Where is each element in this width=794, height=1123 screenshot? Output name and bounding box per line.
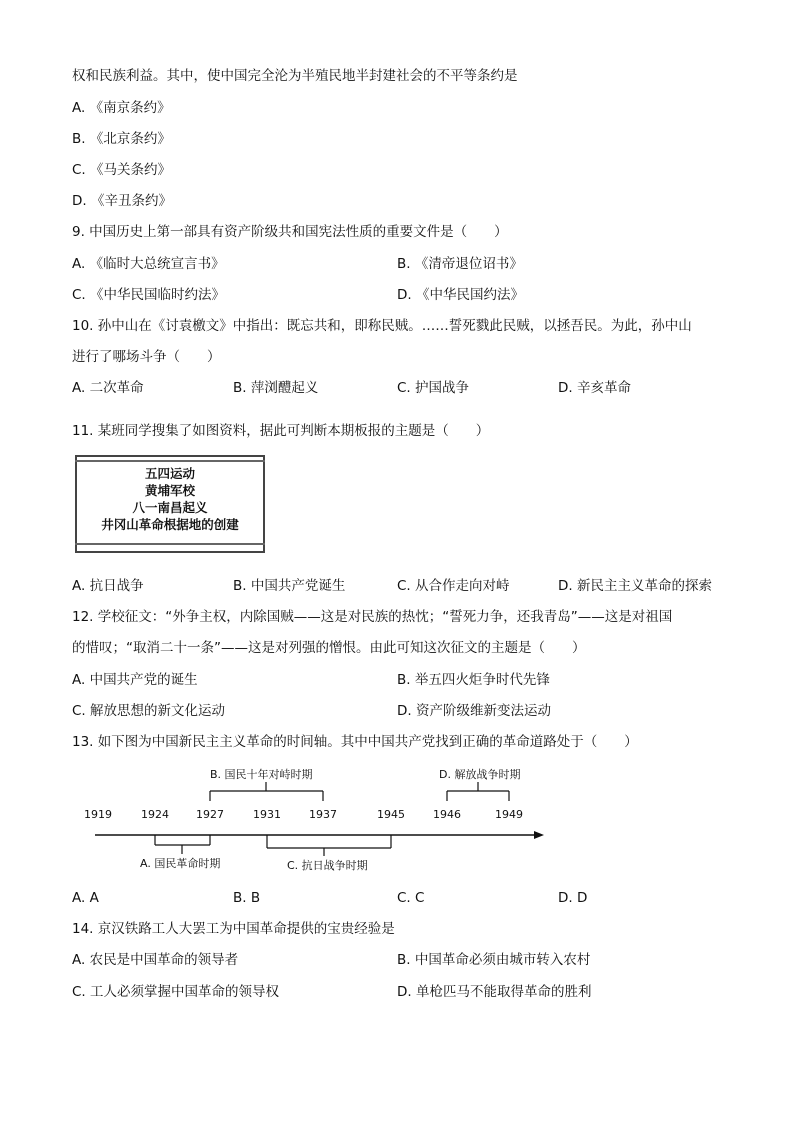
q10-option-a: A. 二次革命 (72, 380, 144, 396)
q10-stem-line2: 进行了哪场斗争（ ） (72, 349, 221, 365)
q13-option-a: A. A (72, 890, 99, 906)
period-b-label: B. 国民十年对峙时期 (210, 768, 313, 781)
q12-option-c: C. 解放思想的新文化运动 (72, 703, 226, 719)
board-bottom-edge (75, 543, 265, 549)
period-b-bracket (210, 782, 323, 801)
q12-option-a: A. 中国共产党的诞生 (72, 672, 198, 688)
q10-option-b: B. 萍浏醴起义 (233, 380, 319, 396)
year-1924: 1924 (141, 808, 169, 821)
q11-stem: 11. 某班同学搜集了如图资料，据此可判断本期板报的主题是（ ） (72, 423, 490, 439)
q9-stem: 9. 中国历史上第一部具有资产阶级共和国宪法性质的重要文件是（ ） (72, 224, 508, 240)
q13-option-c: C. C (397, 890, 425, 906)
q10-option-c: C. 护国战争 (397, 380, 470, 396)
q14-option-d: D. 单枪匹马不能取得革命的胜利 (397, 984, 592, 1000)
period-c-bracket (267, 835, 391, 856)
board-line-4: 井冈山革命根据地的创建 (101, 517, 239, 532)
q12-stem-line2: 的惜叹；“取消二十一条”——这是对列强的憎恨。由此可知这次征文的主题是（ ） (72, 640, 586, 656)
q11-option-c: C. 从合作走向对峙 (397, 578, 510, 594)
q8-option-b: B. 《北京条约》 (72, 131, 171, 147)
period-a-label: A. 国民革命时期 (140, 857, 221, 870)
q10-stem-line1: 10. 孙中山在《讨袁檄文》中指出：既忘共和，即称民贼。……誓死戮此民贼，以拯吾民。为此，孙中山 (72, 318, 692, 334)
q8-option-c: C. 《马关条约》 (72, 162, 172, 178)
period-a-bracket (155, 835, 210, 854)
board-image (75, 455, 265, 553)
year-1945: 1945 (377, 808, 405, 821)
q9-option-a: A. 《临时大总统宣言书》 (72, 256, 225, 272)
board-line-3: 八一南昌起义 (132, 500, 208, 515)
year-1931: 1931 (253, 808, 281, 821)
q8-stem: 权和民族利益。其中，使中国完全沦为半殖民地半封建社会的不平等条约是 (72, 68, 518, 84)
year-1927: 1927 (196, 808, 224, 821)
q14-option-a: A. 农民是中国革命的领导者 (72, 952, 239, 968)
year-1919: 1919 (84, 808, 112, 821)
board-line-1: 五四运动 (144, 466, 195, 481)
q12-stem-line1: 12. 学校征文：“外争主权，内除国贼——这是对民族的热忱；“誓死力争，还我青岛”——这是对祖国 (72, 609, 673, 625)
q13-stem: 13. 如下图为中国新民主主义革命的时间轴。其中中国共产党找到正确的革命道路处于（ ） (72, 734, 638, 750)
q12-option-b: B. 举五四火炬争时代先锋 (397, 672, 550, 688)
q9-option-c: C. 《中华民国临时约法》 (72, 287, 226, 303)
q9-option-b: B. 《清帝退位诏书》 (397, 256, 523, 272)
q14-stem: 14. 京汉铁路工人大罢工为中国革命提供的宝贵经验是 (72, 921, 395, 937)
q11-option-d: D. 新民主主义革命的探索 (558, 578, 712, 594)
q10-option-d: D. 辛亥革命 (558, 380, 631, 396)
period-c-label: C. 抗日战争时期 (287, 859, 368, 872)
q13-option-d: D. D (558, 890, 588, 906)
q8-option-a: A. 《南京条约》 (72, 100, 171, 116)
q14-option-c: C. 工人必须掌握中国革命的领导权 (72, 984, 280, 1000)
q14-option-b: B. 中国革命必须由城市转入农村 (397, 952, 591, 968)
q11-option-a: A. 抗日战争 (72, 578, 144, 594)
q13-option-b: B. B (233, 890, 261, 906)
q11-option-b: B. 中国共产党诞生 (233, 578, 346, 594)
q12-option-d: D. 资产阶级维新变法运动 (397, 703, 551, 719)
board-line-2: 黄埔军校 (144, 483, 195, 498)
period-d-bracket (447, 782, 509, 801)
timeline-arrow-icon (534, 831, 544, 839)
year-1949: 1949 (495, 808, 523, 821)
year-1937: 1937 (309, 808, 337, 821)
board-text (77, 465, 263, 533)
q8-option-d: D. 《辛丑条约》 (72, 193, 172, 209)
year-1946: 1946 (433, 808, 461, 821)
q9-option-d: D. 《中华民国约法》 (397, 287, 524, 303)
period-d-label: D. 解放战争时期 (439, 768, 521, 781)
timeline-diagram (0, 760, 794, 890)
